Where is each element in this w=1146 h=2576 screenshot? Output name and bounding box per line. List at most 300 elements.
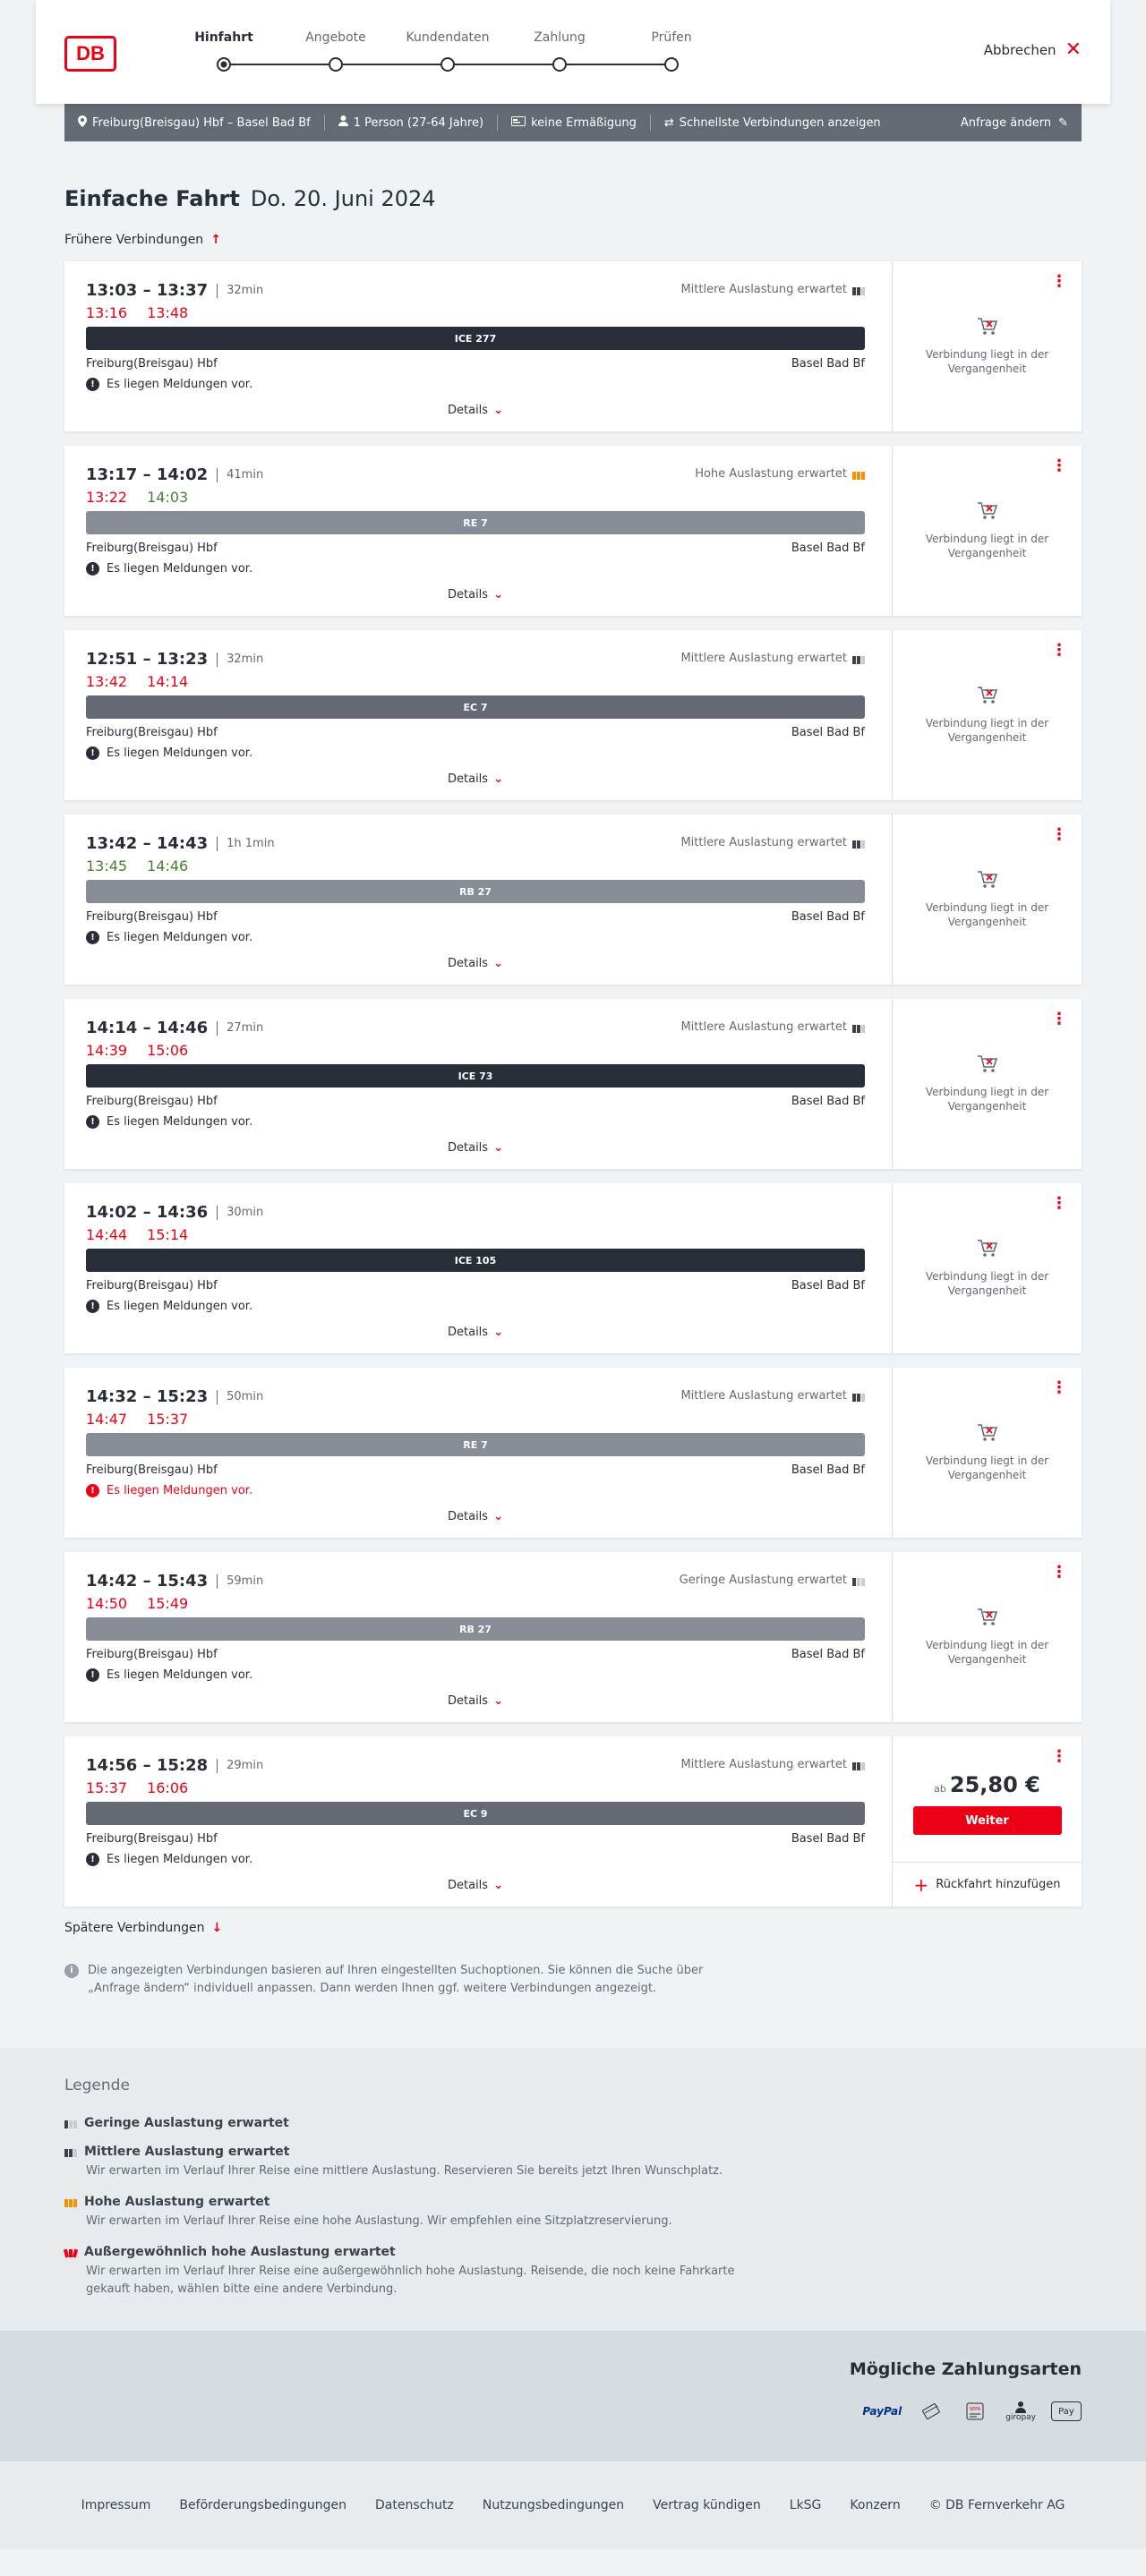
connection-details [86,630,865,800]
step-label: Zahlung [534,30,586,45]
occupancy-bar [861,472,865,480]
occupancy-info [680,836,865,849]
later-connections-label: Spätere Verbindungen [64,1921,205,1935]
occupancy-info [680,652,865,665]
connection-card[interactable] [64,1552,1082,1722]
realtime-arrival: 15:06 [147,1042,189,1059]
search-info-note [64,1962,745,1998]
legend-item-title: Außergewöhnlich hohe Auslastung erwartet [84,2245,396,2259]
alert-icon: ! [86,1484,99,1497]
duration: 30min [227,1206,264,1219]
details-label: Details [448,1879,489,1892]
occupancy-bar [861,1762,865,1770]
planned-times: 13:17 – 14:02 [86,465,209,484]
connection-times [86,1572,263,1591]
stations-row [86,726,865,739]
realtime-arrival: 15:49 [147,1595,189,1612]
details-toggle[interactable] [86,1326,865,1339]
notice-text: Es liegen Meldungen vor. [107,1853,253,1866]
notice-text: Es liegen Meldungen vor. [107,1300,253,1313]
notice-text: Es liegen Meldungen vor. [107,931,253,944]
occupancy-icon [64,2247,77,2257]
realtime-times [86,489,188,506]
summary-route [78,115,311,131]
chevron-down-icon: ⌄ [493,1510,503,1523]
occupancy-bar [73,2199,77,2207]
realtime-times [86,304,188,321]
occupancy-label: Mittlere Auslastung erwartet [680,283,847,296]
realtime-arrival: 15:37 [147,1411,189,1428]
occupancy-icon [852,653,865,664]
train-segment-bar[interactable]: ICE 105 [86,1249,865,1272]
earlier-connections-link[interactable] [64,233,1082,247]
occupancy-bar [861,656,865,664]
step-zahlung[interactable] [510,30,609,72]
notice-message[interactable] [86,1300,252,1313]
offer-panel [892,630,1082,800]
divider [217,284,218,298]
details-toggle[interactable] [86,772,865,786]
duration: 32min [227,653,264,666]
footer-link[interactable]: LkSG [789,2498,822,2512]
notice-message[interactable] [86,931,252,944]
occupancy-bar [857,1394,860,1402]
realtime-departure: 13:22 [86,489,128,506]
occupancy-label: Hohe Auslastung erwartet [695,467,847,481]
train-segment-bar[interactable]: EC 9 [86,1802,865,1825]
occupancy-info [695,467,865,481]
details-toggle[interactable] [86,1879,865,1892]
separator [650,115,651,131]
chevron-down-icon: ⌄ [493,1694,503,1708]
offer-panel [892,261,1082,431]
separator [497,115,498,131]
details-toggle[interactable] [86,1694,865,1708]
alert-icon: ! [86,1300,99,1313]
duration: 59min [227,1574,264,1588]
arrival-station: Basel Bad Bf [791,910,865,924]
occupancy-bar [64,2120,68,2128]
step-label: Kundendaten [406,30,490,45]
past-connection-info [893,1053,1082,1113]
more-options-icon[interactable]: ⋮ [1051,825,1067,844]
legend-item-title: Hohe Auslastung erwartet [84,2195,270,2209]
footer-link[interactable]: Konzern [850,2498,901,2512]
train-segment-bar[interactable]: RB 27 [86,880,865,903]
occupancy-bar [857,840,860,849]
realtime-arrival: 15:14 [147,1226,189,1243]
realtime-times [86,1595,188,1612]
occupancy-bar [73,2149,77,2157]
realtime-arrival: 14:14 [147,673,189,690]
trip-type-title: Einfache Fahrt [64,186,240,211]
legend-title: Legende [64,2077,130,2094]
planned-times: 12:51 – 13:23 [86,650,209,669]
stations-row [86,1463,865,1477]
occupancy-icon [64,2196,77,2207]
plus-icon: + [913,1873,929,1896]
arrival-station: Basel Bad Bf [791,1279,865,1292]
cancel-label: Abbrechen [983,42,1056,58]
departure-station: Freiburg(Breisgau) Hbf [86,910,218,924]
past-connection-info [893,1237,1082,1298]
occupancy-label: Mittlere Auslastung erwartet [680,836,847,849]
connection-details [86,446,865,616]
details-toggle[interactable] [86,1141,865,1155]
step-kundendaten[interactable] [398,30,497,72]
app-header [36,0,1110,104]
past-connection-text: Verbindung liegt in der Vergangenheit [925,533,1049,559]
step-dot [440,57,455,72]
occupancy-bar [69,2149,73,2157]
occupancy-bar [857,287,860,295]
notice-text: Es liegen Meldungen vor. [107,1115,253,1129]
connection-times [86,281,263,300]
page-footer [0,2461,1146,2549]
legend-item-header [64,2145,1082,2159]
connection-card[interactable] [64,1183,1082,1353]
notice-text: Es liegen Meldungen vor. [107,562,253,576]
duration: 50min [227,1390,264,1403]
notice-text: Es liegen Meldungen vor. [107,1668,253,1682]
change-request-button[interactable] [961,116,1068,130]
db-logo[interactable]: DB [64,36,116,72]
details-label: Details [448,588,489,601]
arrival-station: Basel Bad Bf [791,1648,865,1661]
legend-item-header [64,2195,1082,2209]
past-connection-text: Verbindung liegt in der Vergangenheit [925,348,1049,375]
search-summary-bar [64,104,1082,141]
alert-icon: ! [86,1668,99,1682]
planned-times: 14:14 – 14:46 [86,1019,209,1037]
legend-item-description: Wir erwarten im Verlauf Ihrer Reise eine außergewöhnlich hohe Auslastung. Reisende, die noch keine Fahrkarte gekauft haben, wählen bitte eine andere Verbindung. [86,2265,735,2296]
stations-row [86,357,865,371]
summary-travellers [338,115,483,130]
card-icon [511,116,526,130]
legend-item-header [64,2116,1082,2130]
cancel-button[interactable] [983,38,1082,61]
divider [217,1390,218,1404]
past-connection-text: Verbindung liegt in der Vergangenheit [925,901,1049,928]
step-label: Angebote [305,30,366,45]
occupancy-bar [857,656,860,664]
connection-card[interactable] [64,446,1082,616]
summary-discount-text: keine Ermäßigung [531,115,637,130]
connection-times [86,834,275,853]
notice-message[interactable] [86,1853,252,1866]
connection-times [86,1019,263,1037]
alert-icon: ! [86,1853,99,1866]
details-toggle[interactable] [86,957,865,970]
notice-text: Es liegen Meldungen vor. [107,1484,253,1497]
step-label: Hinfahrt [194,30,253,45]
occupancy-icon [852,285,865,295]
divider [217,837,218,851]
step-angebote[interactable] [286,30,385,72]
connection-card[interactable] [64,1736,1082,1906]
offer-panel [892,1736,1082,1906]
realtime-times [86,673,188,690]
past-connection-text: Verbindung liegt in der Vergangenheit [925,1454,1049,1481]
occupancy-bar [852,287,856,295]
swap-arrows-icon: ⇄ [663,115,674,130]
legend-item [64,2245,1082,2299]
more-options-icon[interactable]: ⋮ [1051,1747,1067,1766]
pencil-icon: ✎ [1058,115,1068,130]
step-label: Prüfen [651,30,692,45]
details-toggle[interactable] [86,588,865,601]
connection-card[interactable] [64,1368,1082,1538]
more-options-icon[interactable]: ⋮ [1051,1378,1067,1397]
connection-card[interactable] [64,815,1082,985]
progress-steps [179,30,707,75]
past-connection-info [893,315,1082,376]
legend-item-header [64,2245,1082,2259]
occupancy-bar [852,840,856,849]
chevron-down-icon: ⌄ [493,772,503,786]
legend-item-title: Mittlere Auslastung erwartet [84,2145,290,2159]
alert-icon: ! [86,1115,99,1129]
past-connection-info [893,499,1082,560]
paypal-icon: PayPal [862,2405,902,2418]
footer-link[interactable]: Nutzungsbedingungen [482,2498,625,2512]
occupancy-icon [852,1760,865,1770]
add-return-trip-button[interactable] [893,1862,1082,1906]
occupancy-bar [861,840,865,849]
more-options-icon[interactable]: ⋮ [1051,1010,1067,1028]
offer-panel [892,999,1082,1169]
connection-card[interactable] [64,261,1082,431]
divider [217,468,218,482]
occupancy-bar [73,2120,77,2128]
stations-row [86,1832,865,1846]
footer-link[interactable]: Beförderungsbedingungen [179,2498,346,2512]
occupancy-bar [852,472,856,480]
occupancy-icon [64,2118,77,2128]
giropay-icon [1003,2399,1039,2424]
arrival-station: Basel Bad Bf [791,726,865,739]
arrival-station: Basel Bad Bf [791,357,865,371]
occupancy-bar [861,1025,865,1033]
connection-card[interactable] [64,630,1082,800]
chevron-down-icon: ⌄ [493,957,503,970]
connection-times [86,650,263,669]
later-connections-link[interactable] [64,1921,1082,1935]
info-icon: i [64,1964,79,1978]
more-options-icon[interactable]: ⋮ [1051,272,1067,291]
occupancy-bar [857,472,860,480]
realtime-departure: 15:37 [86,1779,128,1796]
step-dot-active [217,57,231,72]
sepa-icon [960,2399,990,2424]
realtime-arrival: 16:06 [147,1779,189,1796]
occupancy-icon [852,1575,865,1586]
train-segment-bar[interactable]: RB 27 [86,1617,865,1641]
realtime-departure: 14:39 [86,1042,128,1059]
divider [217,1206,218,1220]
realtime-times [86,1411,188,1428]
occupancy-label: Mittlere Auslastung erwartet [680,1020,847,1034]
train-segment-bar[interactable]: EC 7 [86,695,865,719]
alert-icon: ! [86,562,99,576]
past-connection-info [893,1421,1082,1482]
offer-panel [892,446,1082,616]
occupancy-info [680,283,865,296]
connection-details [86,261,865,431]
train-segment-bar[interactable]: RE 7 [86,1433,865,1456]
occupancy-label: Mittlere Auslastung erwartet [680,652,847,665]
price-value: 25,80 € [949,1772,1040,1797]
alert-icon: ! [86,931,99,944]
occupancy-icon [852,838,865,849]
payment-methods-section [0,2331,1146,2461]
stations-row [86,910,865,924]
continue-button[interactable]: Weiter [913,1806,1062,1835]
connection-card[interactable] [64,999,1082,1169]
duration: 27min [227,1021,264,1035]
notice-message[interactable] [86,746,252,760]
train-segment-bar[interactable]: RE 7 [86,511,865,534]
planned-times: 14:02 – 14:36 [86,1203,209,1222]
close-icon: ✕ [1065,38,1082,61]
notice-message[interactable] [86,1484,252,1497]
divider [217,1759,218,1773]
past-connection-text: Verbindung liegt in der Vergangenheit [925,717,1049,744]
realtime-departure: 13:45 [86,857,128,874]
payment-icons [860,2399,1082,2424]
occupancy-icon [64,2146,77,2157]
train-segment-bar[interactable]: ICE 277 [86,327,865,350]
occupancy-bar [861,1394,865,1402]
step-pruefen[interactable] [622,30,721,72]
realtime-times [86,1779,188,1796]
connection-list [64,261,1082,1906]
departure-station: Freiburg(Breisgau) Hbf [86,1095,218,1108]
cart-unavailable-icon [976,868,999,891]
cart-unavailable-icon [976,1606,999,1629]
departure-station: Freiburg(Breisgau) Hbf [86,726,218,739]
realtime-times [86,1042,188,1059]
connection-details [86,1552,865,1722]
legend-item [64,2116,1082,2130]
connection-times [86,1756,263,1775]
search-info-text: Die angezeigten Verbindungen basieren auf Ihren eingestellten Suchoptionen. Sie können die Suche über „Anfrage ändern“ individuell anpassen. Dann werden Ihnen ggf. weitere Verbindungen angezeigt. [88,1964,704,1995]
past-connection-info [893,868,1082,929]
footer-link[interactable]: Vertrag kündigen [653,2498,761,2512]
occupancy-info [680,1758,865,1771]
realtime-arrival: 14:46 [147,857,189,874]
departure-station: Freiburg(Breisgau) Hbf [86,1463,218,1477]
details-toggle[interactable] [86,1510,865,1523]
realtime-departure: 13:16 [86,304,128,321]
connection-details [86,1368,865,1538]
more-options-icon[interactable]: ⋮ [1051,1563,1067,1582]
occupancy-info [680,1574,865,1587]
duration: 29min [227,1759,264,1772]
person-icon [338,115,348,130]
duration: 1h 1min [227,837,275,850]
more-options-icon[interactable]: ⋮ [1051,456,1067,475]
details-label: Details [448,1694,489,1708]
legend-item [64,2145,1082,2180]
departure-station: Freiburg(Breisgau) Hbf [86,542,218,555]
occupancy-bar [852,1025,856,1033]
past-connection-info [893,684,1082,745]
legend-list [64,2116,1082,2299]
offer-panel [892,1368,1082,1538]
offer-panel [892,1183,1082,1353]
stations-row [86,1279,865,1292]
occupancy-icon [852,1022,865,1033]
occupancy-icon [852,469,865,480]
arrival-station: Basel Bad Bf [791,1832,865,1846]
legend-item [64,2195,1082,2231]
planned-times: 13:42 – 14:43 [86,834,209,853]
connection-details [86,999,865,1169]
footer-link[interactable]: Impressum [81,2498,151,2512]
location-pin-icon [78,115,87,131]
footer-link[interactable]: Datenschutz [374,2498,454,2512]
duration: 32min [227,284,264,297]
notice-message[interactable] [86,562,252,576]
more-options-icon[interactable]: ⋮ [1051,1194,1067,1213]
price-from-label: ab [934,1783,946,1795]
occupancy-label: Mittlere Auslastung erwartet [680,1758,847,1771]
realtime-departure: 14:50 [86,1595,128,1612]
planned-times: 13:03 – 13:37 [86,281,209,300]
realtime-times [86,857,188,874]
connection-details [86,815,865,985]
summary-travellers-text: 1 Person (27-64 Jahre) [353,115,484,130]
occupancy-bar [852,656,856,664]
summary-route-text: Freiburg(Breisgau) Hbf – Basel Bad Bf [92,115,311,130]
departure-station: Freiburg(Breisgau) Hbf [86,357,218,371]
more-options-icon[interactable]: ⋮ [1051,641,1067,660]
notice-text: Es liegen Meldungen vor. [107,378,253,391]
giropay-label: giropay [1005,2413,1036,2422]
stations-row [86,1095,865,1108]
cart-unavailable-icon [976,1053,999,1076]
notice-message[interactable] [86,378,252,391]
occupancy-bar [861,1578,865,1586]
occupancy-bar [857,1762,860,1770]
connection-times [86,1203,263,1222]
occupancy-icon [852,1391,865,1402]
footer-link: © DB Fernverkehr AG [928,2498,1065,2512]
duration: 41min [227,468,264,482]
planned-times: 14:56 – 15:28 [86,1756,209,1775]
train-segment-bar[interactable]: ICE 73 [86,1064,865,1088]
legend-item-title: Geringe Auslastung erwartet [84,2116,289,2130]
occupancy-label: Geringe Auslastung erwartet [679,1574,847,1587]
occupancy-bar [73,2249,78,2258]
chevron-down-icon: ⌄ [493,588,503,601]
realtime-departure: 13:42 [86,673,128,690]
arrival-station: Basel Bad Bf [791,1095,865,1108]
divider [217,653,218,667]
step-dot [329,57,343,72]
notice-message[interactable] [86,1668,252,1682]
notice-message[interactable] [86,1115,252,1129]
details-toggle[interactable] [86,404,865,417]
step-hinfahrt[interactable] [175,30,273,72]
legend-item-description: Wir erwarten im Verlauf Ihrer Reise eine mittlere Auslastung. Reservieren Sie bereits jetzt Ihren Wunschplatz. [86,2164,723,2178]
details-label: Details [448,957,489,970]
cart-unavailable-icon [976,684,999,707]
summary-fastest [664,116,881,130]
realtime-departure: 14:47 [86,1411,128,1428]
add-return-label: Rückfahrt hinzufügen [936,1878,1061,1891]
